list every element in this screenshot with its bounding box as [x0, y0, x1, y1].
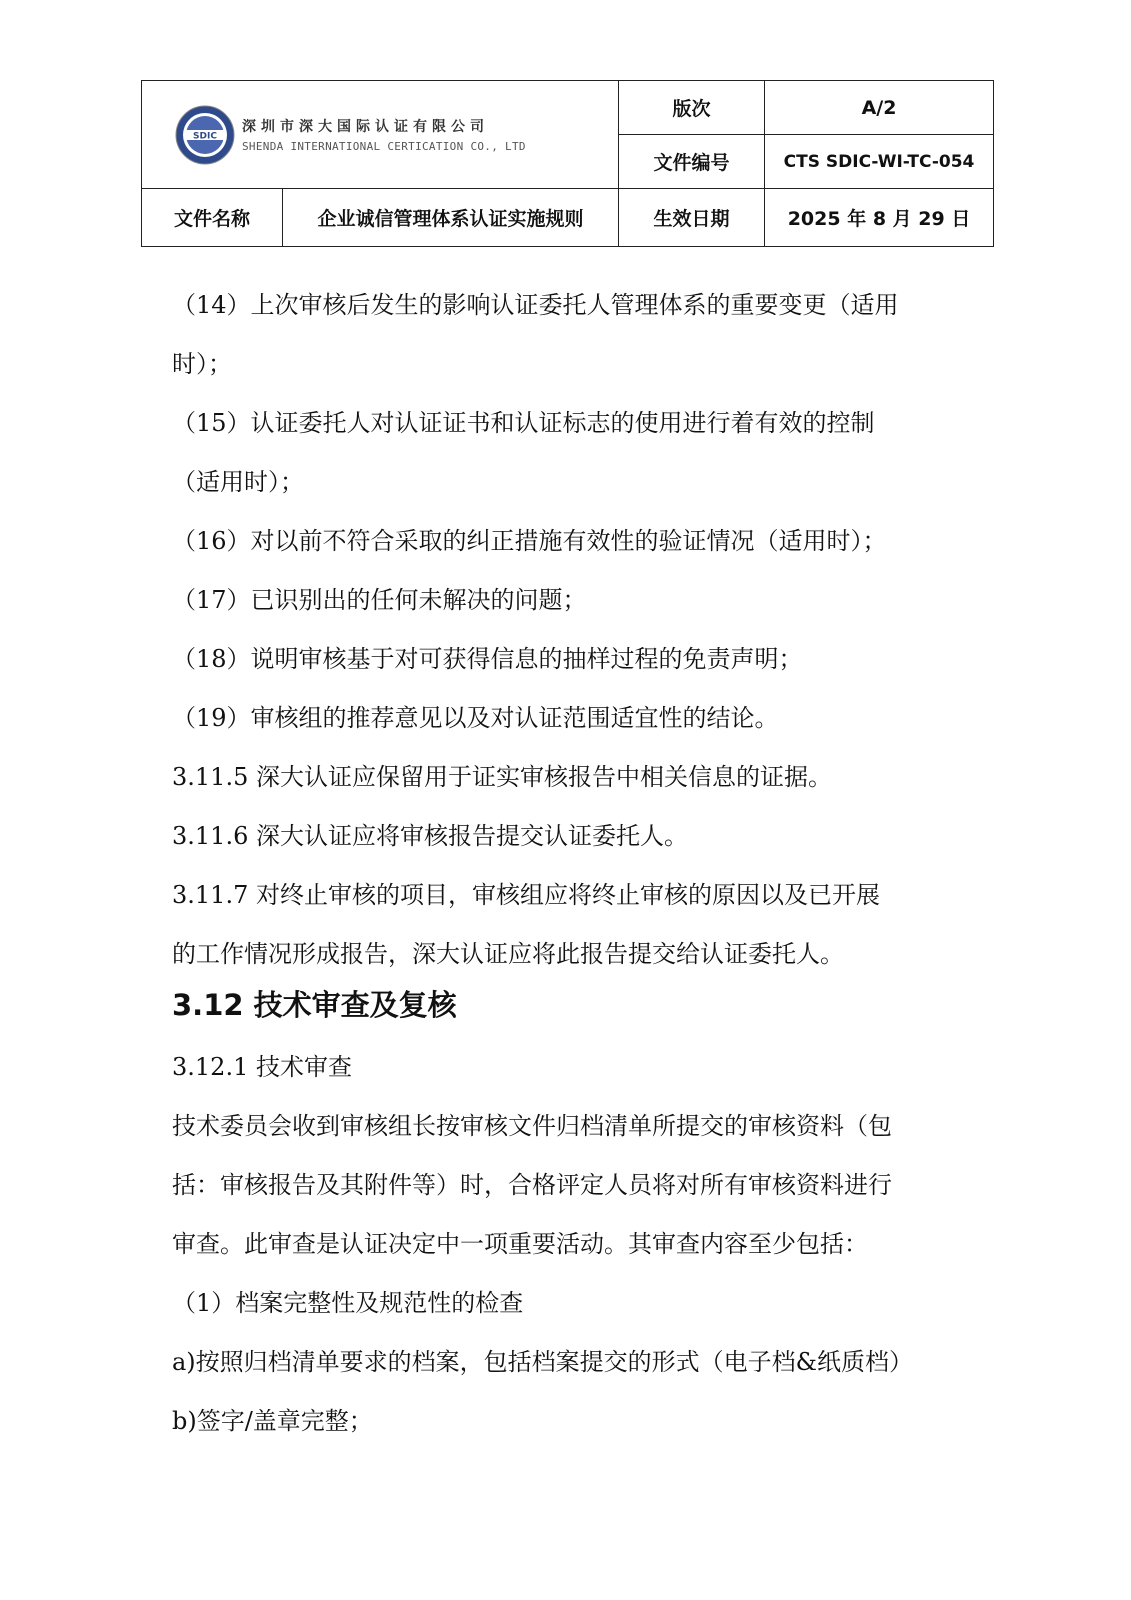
document-name-value: 企业诚信管理体系认证实施规则 [283, 189, 619, 247]
body-line: 技术委员会收到审核组长按审核文件归档清单所提交的审核资料（包 [172, 1112, 892, 1140]
company-logo-cell [142, 81, 619, 189]
body-line: （1）档案完整性及规范性的检查 [172, 1289, 524, 1317]
effective-date-value: 2025 年 8 月 29 日 [765, 189, 994, 247]
document-number-value: CTS SDIC-WI-TC-054 [765, 135, 994, 189]
document-header-table [141, 80, 994, 247]
company-name-en: SHENDA INTERNATIONAL CERTICATION CO., LTD [242, 140, 526, 153]
section-heading: 3.12 技术审查及复核 [172, 988, 457, 1022]
body-line: 的工作情况形成报告，深大认证应将此报告提交给认证委托人。 [172, 940, 844, 968]
document-body [172, 276, 972, 1451]
document-number-label: 文件编号 [619, 135, 765, 189]
body-line: 3.11.6 深大认证应将审核报告提交认证委托人。 [172, 822, 688, 850]
body-line: （14）上次审核后发生的影响认证委托人管理体系的重要变更（适用 [172, 291, 899, 319]
company-name-cn: 深圳市深大国际认证有限公司 [242, 119, 489, 135]
document-name-label: 文件名称 [142, 189, 283, 247]
body-line: b)签字/盖章完整； [172, 1407, 373, 1435]
body-line: 括：审核报告及其附件等）时，合格评定人员将对所有审核资料进行 [172, 1171, 892, 1199]
body-line: （17）已识别出的任何未解决的问题； [172, 586, 587, 614]
body-line: （15）认证委托人对认证证书和认证标志的使用进行着有效的控制 [172, 409, 875, 437]
body-line: （18）说明审核基于对可获得信息的抽样过程的免责声明； [172, 645, 803, 673]
body-line: 时）； [172, 350, 232, 378]
body-line: 3.11.7 对终止审核的项目，审核组应将终止审核的原因以及已开展 [172, 881, 880, 909]
version-value: A/2 [765, 81, 994, 135]
body-line: （19）审核组的推荐意见以及对认证范围适宜性的结论。 [172, 704, 779, 732]
svg-text:SDIC: SDIC [193, 131, 217, 141]
version-label: 版次 [619, 81, 765, 135]
body-line: 3.11.5 深大认证应保留用于证实审核报告中相关信息的证据。 [172, 763, 832, 791]
body-line: （16）对以前不符合采取的纠正措施有效性的验证情况（适用时）； [172, 527, 887, 555]
body-line: （适用时）； [172, 468, 304, 496]
body-line: a)按照归档清单要求的档案，包括档案提交的形式（电子档&纸质档） [172, 1348, 914, 1376]
body-line: 审查。此审查是认证决定中一项重要活动。其审查内容至少包括： [172, 1230, 868, 1258]
effective-date-label: 生效日期 [619, 189, 765, 247]
subsection-title: 3.12.1 技术审查 [172, 1053, 352, 1081]
company-logo-icon [174, 104, 236, 166]
